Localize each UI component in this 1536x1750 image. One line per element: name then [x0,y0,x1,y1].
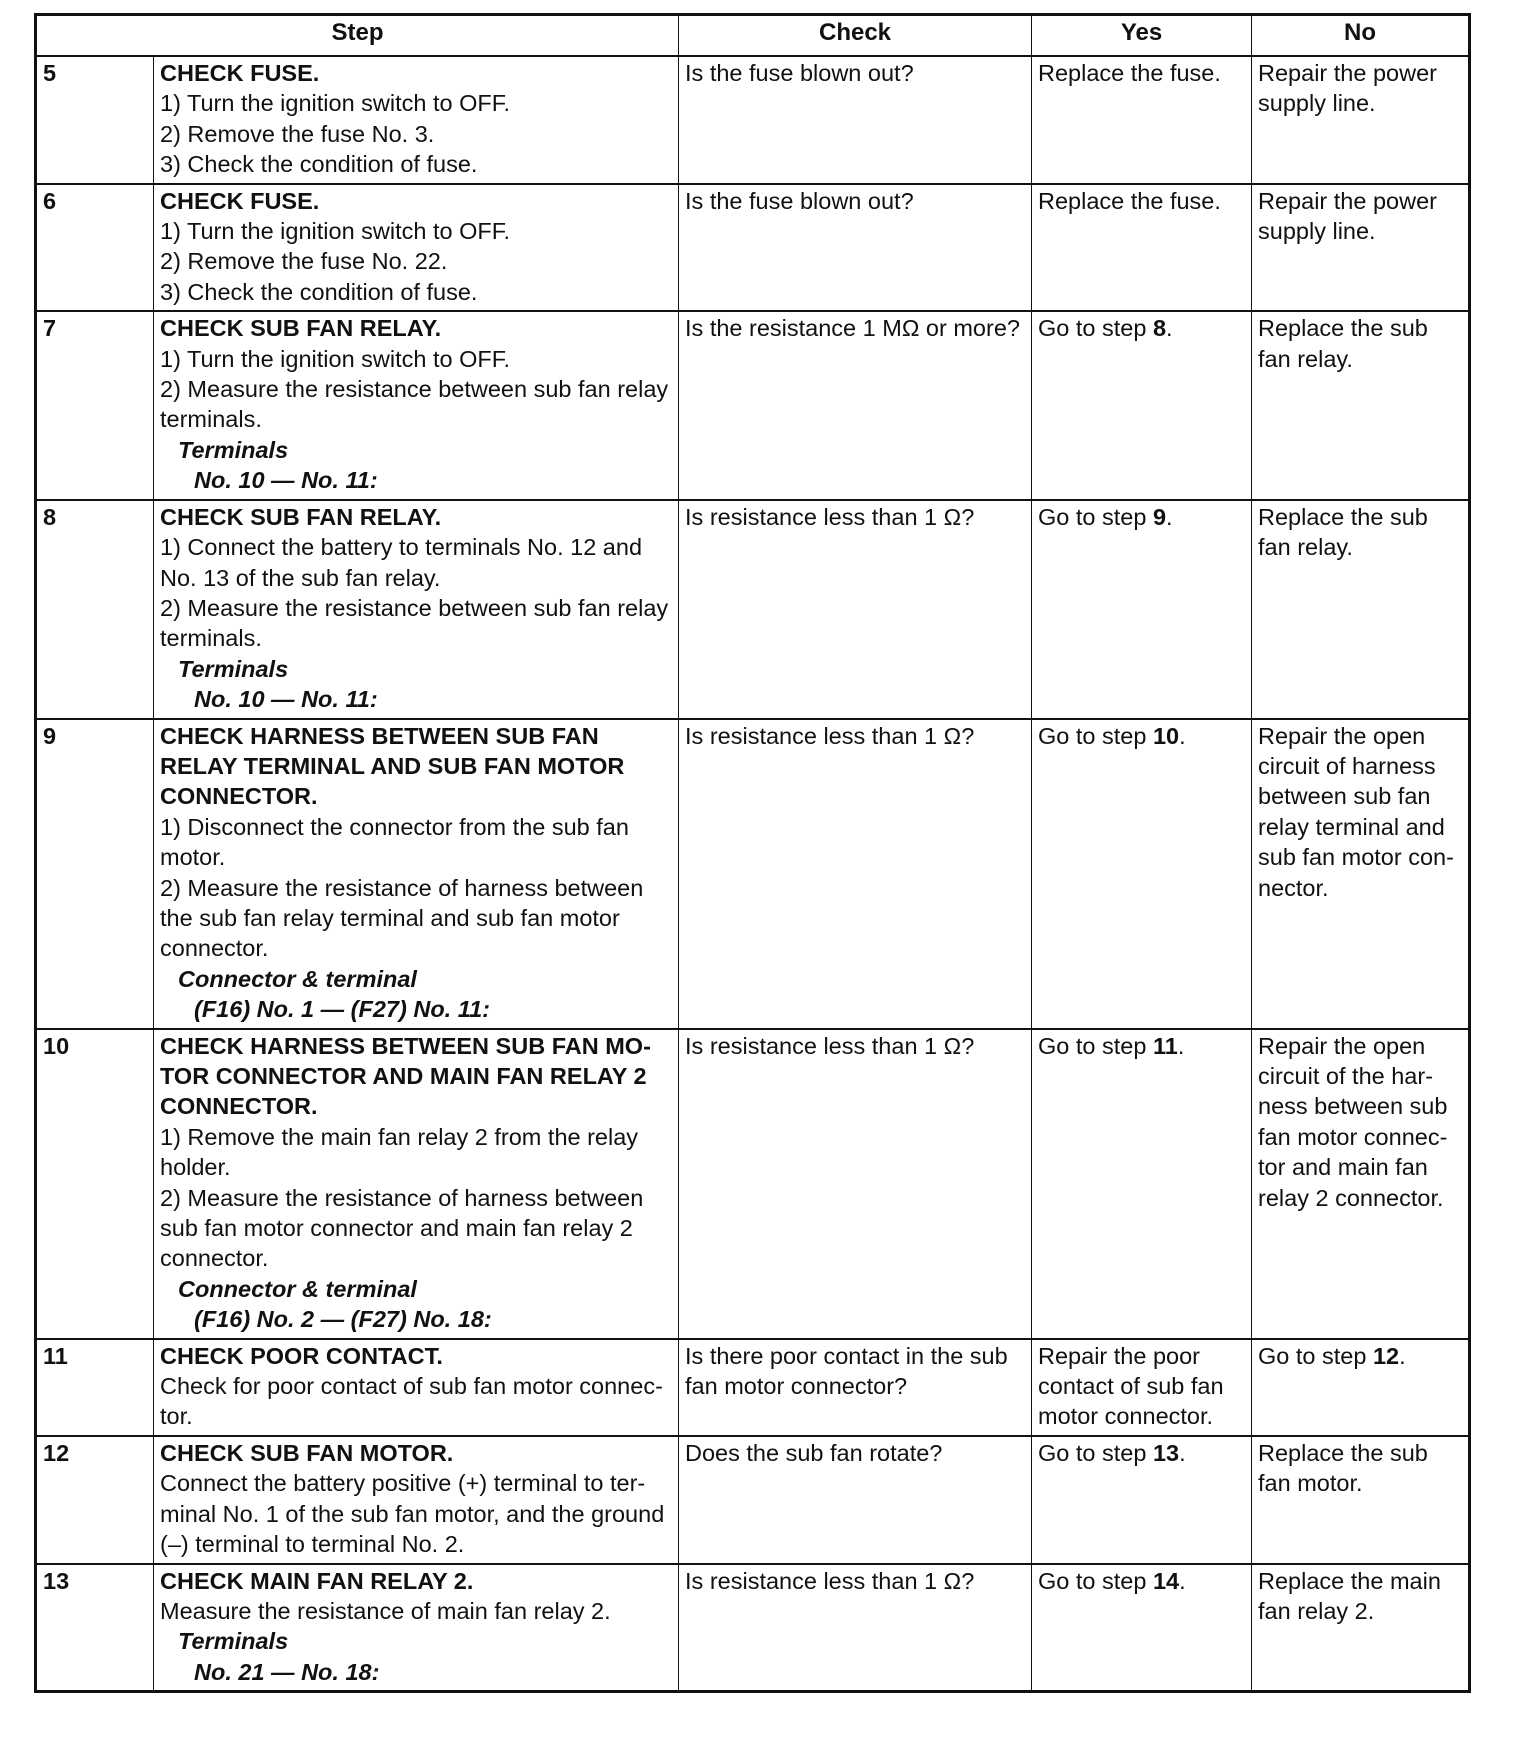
yes-action: Replace the fuse. [1032,184,1252,312]
yes-step-ref: 10 [1152,722,1180,749]
yes-action [1032,1029,1252,1339]
yes-prefix: Go to step [1038,1439,1153,1466]
step-number: 12 [36,1436,154,1564]
yes-action: Replace the fuse. [1032,56,1252,184]
header-yes: Yes [1032,15,1252,57]
yes-action: Repair the poor contact of sub fan motor connector. [1032,1339,1252,1436]
yes-suffix: . [1179,722,1186,749]
diagnosis-table [34,13,1471,1693]
no-prefix: Go to step [1258,1342,1373,1369]
table-row [36,311,1470,499]
header-step: Step [36,15,679,57]
yes-suffix: . [1179,1439,1186,1466]
yes-suffix: . [1177,1032,1185,1059]
spec-label: Terminals [178,655,289,682]
procedure-line: Connect the battery positive (+) terminal to ter-minal No. 1 of the sub fan motor, and the ground (–) terminal to terminal No. 2. [160,1470,665,1558]
yes-suffix: . [1166,315,1173,342]
yes-step-ref: 11 [1152,1032,1178,1059]
procedure-line: 1) Connect the battery to terminals No. 12 and No. 13 of the sub fan relay. [160,534,643,591]
procedure-line: 2) Remove the fuse No. 22. [160,248,448,275]
yes-suffix: . [1166,503,1173,530]
table-row [36,1339,1470,1436]
yes-action [1032,311,1252,499]
check-question: Is the resistance 1 MΩ or more? [679,311,1032,499]
yes-suffix: . [1179,1567,1186,1594]
procedure-line: 3) Check the condition of fuse. [160,278,478,305]
header-no: No [1252,15,1470,57]
procedure-line: 1) Turn the ignition switch to OFF. [160,218,511,245]
step-number: 10 [36,1029,154,1339]
table-row [36,1029,1470,1339]
procedure-line: 1) Turn the ignition switch to OFF. [160,345,511,372]
check-question: Is resistance less than 1 Ω? [679,500,1032,719]
step-procedure [154,1029,679,1339]
no-action [1252,1339,1470,1436]
header-check: Check [679,15,1032,57]
spec-value: No. 10 — No. 11: [194,686,378,713]
spec-label: Connector & terminal [178,965,417,992]
yes-step-ref: 9 [1152,503,1167,530]
step-procedure [154,719,679,1029]
yes-prefix: Go to step [1038,722,1153,749]
step-procedure [154,1436,679,1564]
table-row [36,1436,1470,1564]
no-action: Repair the power supply line. [1252,184,1470,312]
step-number: 13 [36,1564,154,1692]
table-row [36,719,1470,1029]
step-title: CHECK SUB FAN MOTOR. [160,1439,454,1466]
spec-value: (F16) No. 1 — (F27) No. 11: [194,996,490,1023]
step-procedure [154,1339,679,1436]
spec-value: No. 10 — No. 11: [194,467,378,494]
step-procedure [154,184,679,312]
procedure-line: 2) Measure the resistance between sub fan relay terminals. [160,594,669,652]
step-title: CHECK FUSE. [160,187,320,214]
step-procedure [154,1564,679,1692]
procedure-line: Check for poor contact of sub fan motor connec-tor. [160,1373,663,1430]
spec-label: Connector & terminal [178,1275,417,1302]
step-title: CHECK SUB FAN RELAY. [160,315,442,342]
no-action: Repair the open circuit of the har-ness between sub fan motor connec-tor and main fan relay 2 connector. [1252,1029,1470,1339]
yes-prefix: Go to step [1038,1567,1153,1594]
step-procedure [154,56,679,184]
procedure-line: 1) Turn the ignition switch to OFF. [160,90,511,117]
no-suffix: . [1399,1342,1406,1369]
procedure-line: Measure the resistance of main fan relay 2. [160,1597,611,1624]
check-question: Is the fuse blown out? [679,184,1032,312]
step-number: 11 [36,1339,154,1436]
check-question: Is the fuse blown out? [679,56,1032,184]
check-question: Does the sub fan rotate? [679,1436,1032,1564]
step-title: CHECK HARNESS BETWEEN SUB FAN RELAY TERMINAL AND SUB FAN MOTOR CONNECTOR. [160,722,625,810]
procedure-line: 1) Disconnect the connector from the sub fan motor. [160,813,629,871]
check-question: Is there poor contact in the sub fan motor connector? [679,1339,1032,1436]
procedure-line: 1) Remove the main fan relay 2 from the relay holder. [160,1123,639,1181]
spec-value: (F16) No. 2 — (F27) No. 18: [194,1306,492,1333]
yes-prefix: Go to step [1038,1032,1153,1059]
procedure-line: 2) Remove the fuse No. 3. [160,120,435,147]
spec-label: Terminals [178,1628,289,1655]
step-procedure [154,311,679,499]
procedure-line: 2) Measure the resistance of harness between the sub fan relay terminal and sub fan motor connector. [160,874,644,962]
yes-prefix: Go to step [1038,503,1153,530]
procedure-line: 2) Measure the resistance of harness between sub fan motor connector and main fan relay 2 connector. [160,1184,644,1272]
no-action: Replace the sub fan motor. [1252,1436,1470,1564]
step-title: CHECK HARNESS BETWEEN SUB FAN MO-TOR CONNECTOR AND MAIN FAN RELAY 2 CONNECTOR. [160,1032,651,1120]
step-number: 6 [36,184,154,312]
yes-prefix: Go to step [1038,315,1153,342]
no-action: Repair the open circuit of harness between sub fan relay terminal and sub fan motor con-nector. [1252,719,1470,1029]
check-question: Is resistance less than 1 Ω? [679,1564,1032,1692]
no-action: Replace the sub fan relay. [1252,311,1470,499]
step-title: CHECK POOR CONTACT. [160,1342,443,1369]
table-row [36,184,1470,312]
yes-action [1032,719,1252,1029]
procedure-line: 2) Measure the resistance between sub fan relay terminals. [160,376,669,433]
step-procedure [154,500,679,719]
yes-step-ref: 14 [1152,1567,1180,1594]
table-row [36,1564,1470,1692]
spec-label: Terminals [178,436,289,463]
check-question: Is resistance less than 1 Ω? [679,719,1032,1029]
step-title: CHECK SUB FAN RELAY. [160,503,442,530]
step-title: CHECK MAIN FAN RELAY 2. [160,1567,474,1594]
step-title: CHECK FUSE. [160,60,320,86]
no-action: Repair the power supply line. [1252,56,1470,184]
spec-value: No. 21 — No. 18: [194,1658,380,1685]
table-body [36,56,1470,1692]
step-number: 7 [36,311,154,499]
yes-step-ref: 8 [1152,315,1167,342]
yes-step-ref: 13 [1152,1439,1180,1466]
no-action: Replace the main fan relay 2. [1252,1564,1470,1692]
yes-action [1032,1564,1252,1692]
step-number: 8 [36,500,154,719]
table-row [36,500,1470,719]
step-number: 5 [36,56,154,184]
yes-action [1032,500,1252,719]
no-action: Replace the sub fan relay. [1252,500,1470,719]
step-number: 9 [36,719,154,1029]
yes-action [1032,1436,1252,1564]
procedure-line: 3) Check the condition of fuse. [160,151,478,178]
no-step-ref: 12 [1372,1342,1400,1369]
check-question: Is resistance less than 1 Ω? [679,1029,1032,1339]
header-row [36,15,1470,57]
table-row [36,56,1470,184]
